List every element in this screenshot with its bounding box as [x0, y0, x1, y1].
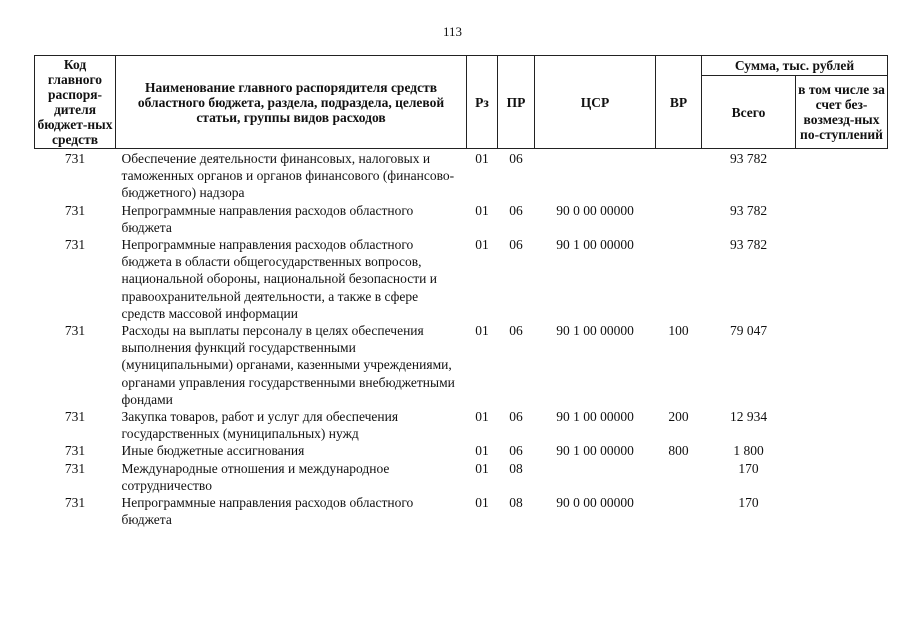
cell-csr: 90 1 00 00000 [556, 409, 634, 425]
cell-free [796, 460, 888, 494]
header-code: Код главного распоря-дителя бюджет-ных средств [35, 56, 116, 149]
cell-name: Закупка товаров, работ и услуг для обеспечения государственных (муниципальных) нужд [121, 409, 399, 442]
table-row [35, 202, 888, 236]
cell-total: 1 800 [733, 443, 764, 459]
cell-free [796, 408, 888, 442]
cell-total: 79 047 [729, 323, 768, 339]
table-row [35, 322, 888, 408]
cell-rz: 01 [475, 443, 489, 459]
table-row [35, 494, 888, 528]
cell-csr [535, 460, 656, 494]
table-row [35, 236, 888, 322]
cell-vr [656, 202, 702, 236]
cell-code: 731 [64, 495, 86, 511]
cell-pr: 08 [509, 460, 523, 476]
cell-rz: 01 [475, 202, 489, 218]
header-total: Всего [702, 76, 796, 149]
cell-code: 731 [64, 460, 86, 476]
cell-vr [656, 236, 702, 322]
cell-total: 93 782 [729, 237, 768, 253]
cell-csr: 90 1 00 00000 [556, 323, 634, 339]
cell-name: Обеспечение деятельности финансовых, налоговых и таможенных органов и органов финансового (финансово-бюджетного) надзора [121, 151, 455, 201]
cell-vr: 200 [668, 409, 689, 425]
cell-total: 93 782 [729, 202, 768, 218]
header-pr: ПР [498, 56, 535, 149]
cell-csr: 90 1 00 00000 [556, 237, 634, 253]
cell-free [796, 149, 888, 202]
table-body [35, 149, 888, 529]
cell-code: 731 [64, 202, 86, 218]
cell-name: Международные отношения и международное сотрудничество [121, 460, 390, 493]
header-free: в том числе за счет без-возмезд-ных по-ступлений [796, 76, 888, 149]
table-row [35, 408, 888, 442]
cell-rz: 01 [475, 495, 489, 511]
cell-code: 731 [64, 151, 86, 166]
cell-name: Иные бюджетные ассигнования [121, 443, 305, 459]
budget-table [34, 55, 888, 528]
table-row [35, 149, 888, 202]
page-number: 113 [442, 24, 463, 39]
cell-rz: 01 [475, 460, 489, 476]
cell-csr: 90 1 00 00000 [556, 443, 634, 459]
cell-name: Непрограммные направления расходов областного бюджета в области общегосударственных вопросов, национальной обороны, национальной безопасности и правоохранительной деятельности, а также в сфере средств массовой информации [121, 237, 437, 321]
header-csr: ЦСР [535, 56, 656, 149]
cell-free [796, 236, 888, 322]
cell-code: 731 [64, 443, 86, 459]
cell-csr: 90 0 00 00000 [556, 495, 634, 511]
cell-rz: 01 [475, 323, 489, 339]
cell-rz: 01 [475, 151, 489, 166]
cell-vr [656, 460, 702, 494]
cell-pr: 06 [509, 443, 523, 459]
cell-vr [656, 494, 702, 528]
cell-total: 170 [738, 460, 759, 476]
cell-pr: 08 [509, 495, 523, 511]
cell-free [796, 494, 888, 528]
cell-vr: 800 [668, 443, 689, 459]
header-sum: Сумма, тыс. рублей [702, 56, 888, 76]
header-vr: ВР [656, 56, 702, 149]
cell-name: Непрограммные направления расходов областного бюджета [121, 495, 414, 528]
cell-free [796, 442, 888, 459]
cell-free [796, 322, 888, 408]
cell-rz: 01 [475, 409, 489, 425]
cell-pr: 06 [509, 323, 523, 339]
cell-rz: 01 [475, 237, 489, 253]
cell-name: Расходы на выплаты персоналу в целях обеспечения выполнения функций государственными (муниципальными) органами, казенными учреждениями, органами управления государственными внебюджетными фондами [121, 323, 455, 407]
cell-pr: 06 [509, 409, 523, 425]
cell-pr: 06 [509, 237, 523, 253]
cell-code: 731 [64, 323, 86, 339]
table-row [35, 442, 888, 459]
cell-name: Непрограммные направления расходов областного бюджета [121, 202, 414, 235]
header-name: Наименование главного распорядителя средств областного бюджета, раздела, подраздела, целевой статьи, группы видов расходов [116, 56, 467, 149]
cell-pr: 06 [509, 151, 523, 166]
cell-total: 12 934 [729, 409, 768, 425]
table-row [35, 460, 888, 494]
cell-total: 170 [738, 495, 759, 511]
cell-pr: 06 [509, 202, 523, 218]
cell-code: 731 [64, 237, 86, 253]
cell-code: 731 [64, 409, 86, 425]
cell-total: 93 782 [729, 151, 768, 166]
cell-csr: 90 0 00 00000 [556, 202, 634, 218]
header-rz: Рз [467, 56, 498, 149]
cell-csr [535, 149, 656, 202]
table-header [35, 56, 888, 149]
cell-vr [656, 149, 702, 202]
cell-vr: 100 [668, 323, 689, 339]
cell-free [796, 202, 888, 236]
